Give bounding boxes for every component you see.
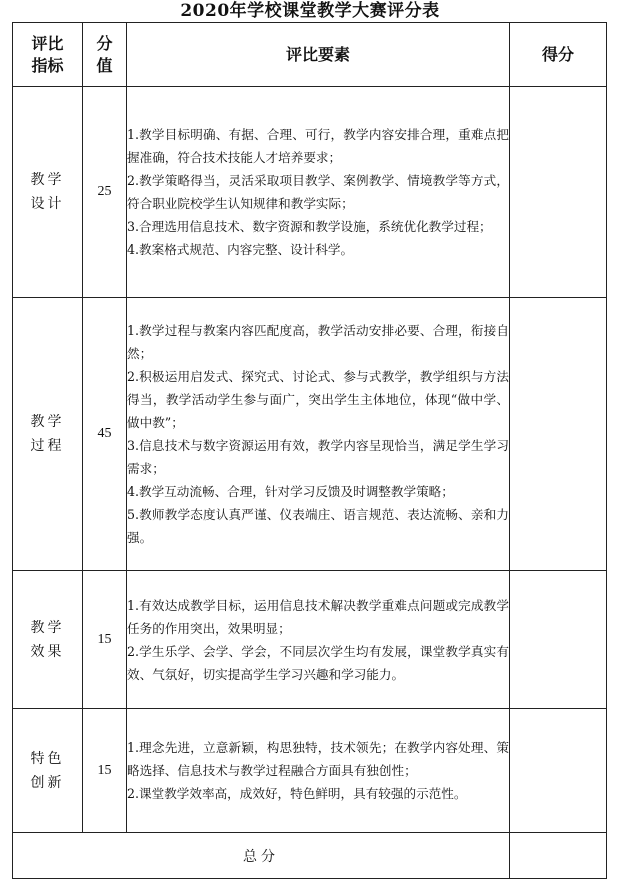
table-row [13,87,607,298]
row-score: 15 [83,709,127,833]
header-score-line1: 分 [96,33,113,53]
requirement-item: 3.合理选用信息技术、数字资源和教学设施，系统优化教学过程； [127,219,492,234]
requirement-item: 3.信息技术与数字资源运用有效，教学内容呈现恰当，满足学生学习需求； [127,438,509,476]
table-row [13,298,607,571]
row-requirements [127,709,510,833]
row-indicator [13,709,83,833]
indicator-line2: 效果 [30,643,65,660]
row-points-cell[interactable] [510,709,607,833]
row-indicator [13,298,83,571]
table-row [13,709,607,833]
header-indicator [13,23,83,87]
requirement-item: 4.教案格式规范、内容完整、设计科学。 [127,242,354,257]
row-requirements [127,87,510,298]
requirement-item: 5.教师教学态度认真严谨、仪表端庄、语言规范、表达流畅、亲和力强。 [127,507,509,545]
row-score: 45 [83,298,127,571]
table-header-row [13,23,607,87]
indicator-line1: 教学 [30,619,65,636]
header-score-line2: 值 [96,55,113,75]
header-requirements: 评比要素 [127,23,510,87]
row-points-cell[interactable] [510,298,607,571]
row-score: 25 [83,87,127,298]
requirement-item: 2.课堂教学效率高，成效好，特色鲜明，具有较强的示范性。 [127,786,467,801]
requirement-item: 2.学生乐学、会学、学会，不同层次学生均有发展，课堂教学真实有效、气氛好，切实提高学生学习兴趣和学习能力。 [127,643,509,682]
header-score [83,23,127,87]
row-indicator [13,571,83,709]
header-indicator-line1: 评比 [31,33,64,53]
requirement-item: 2.积极运用启发式、探究式、讨论式、参与式教学，教学组织与方法得当，教学活动学生参与面广，突出学生主体地位，体现“做中学、做中教”； [127,369,509,430]
row-score: 15 [83,571,127,709]
score-table [12,22,607,879]
total-points-cell[interactable] [510,833,607,879]
table-row [13,571,607,709]
indicator-line1: 特色 [30,750,65,767]
indicator-line2: 创新 [30,774,65,791]
requirement-item: 2.教学策略得当，灵活采取项目教学、案例教学、情境教学等方式，符合职业院校学生认知规律和教学实际； [127,173,509,211]
indicator-line1: 教学 [30,172,65,188]
row-indicator [13,87,83,298]
row-requirements [127,571,510,709]
requirement-item: 1.教学目标明确、有据、合理、可行，教学内容安排合理，重难点把握准确，符合技术技能人才培养要求； [127,127,509,165]
total-row [13,833,607,879]
indicator-line2: 过程 [30,438,65,454]
header-indicator-line2: 指标 [31,55,64,75]
indicator-line2: 设计 [30,196,65,212]
page-title: 2020年学校课堂教学大赛评分表 [180,1,440,21]
requirement-item: 1.教学过程与教案内容匹配度高，教学活动安排必要、合理，衔接自然； [127,323,509,361]
requirement-item: 1.有效达成教学目标，运用信息技术解决教学重难点问题或完成教学任务的作用突出，效果明显； [127,597,509,636]
total-label: 总分 [13,833,510,879]
row-points-cell[interactable] [510,571,607,709]
header-points: 得分 [510,23,607,87]
indicator-line1: 教学 [30,414,65,430]
row-points-cell[interactable] [510,87,607,298]
requirement-item: 1.理念先进，立意新颖，构思独特，技术领先；在教学内容处理、策略选择、信息技术与教学过程融合方面具有独创性； [127,740,509,778]
row-requirements [127,298,510,571]
requirement-item: 4.教学互动流畅、合理，针对学习反馈及时调整教学策略； [127,484,454,499]
